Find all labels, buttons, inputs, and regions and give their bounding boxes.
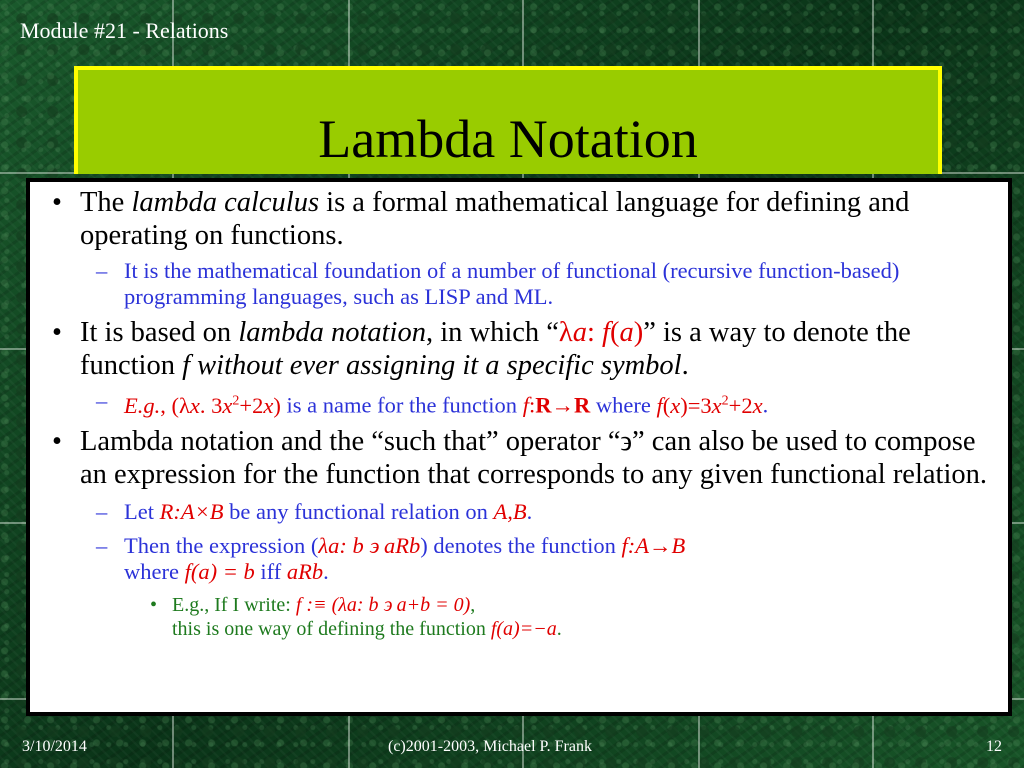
bullet-3: • Lambda notation and the “such that” operator “϶” can also be used to compose an expression for the function that corresponds to any given functional relation. bbox=[52, 425, 987, 490]
bullet-1-sub: – It is the mathematical foundation of a number of functional (recursive function-based) programming languages, such as LISP and ML. bbox=[96, 258, 900, 309]
bullet-1: • The lambda calculus is a formal mathematical language for defining and operating on functions. bbox=[52, 187, 910, 251]
footer-copyright: (c)2001-2003, Michael P. Frank bbox=[388, 738, 592, 755]
footer-date: 3/10/2014 bbox=[22, 738, 87, 755]
bullet-3-sub-1: – Let R:A×B be any functional relation on A,B. bbox=[96, 498, 533, 524]
content-box bbox=[26, 178, 1012, 716]
title-box bbox=[74, 66, 942, 174]
bullet-3-subsub: • E.g., If I write: f :≡ (λa: b ϶ a+b = 0), this is one way of defining the function f(a)=−a. bbox=[150, 593, 562, 640]
slide-title: Lambda Notation bbox=[318, 109, 698, 169]
bullet-2: • It is based on lambda notation, in which “λa: f(a)” is a way to denote the function f without ever assigning it a specific symbol. bbox=[52, 317, 911, 381]
bullet-2-sub: – E.g., (λx. $3x^2+2x$) is a name for the function f:R→R where $f(x)=3x^2+2x$. bbox=[96, 388, 769, 418]
module-label: Module #21 - Relations bbox=[20, 18, 229, 43]
bullet-3-sub-2: – Then the expression (λa: b ϶ aRb) denotes the function f:A→B where f(a) = b iff aRb. bbox=[96, 532, 686, 584]
footer-page-number: 12 bbox=[986, 738, 1002, 755]
